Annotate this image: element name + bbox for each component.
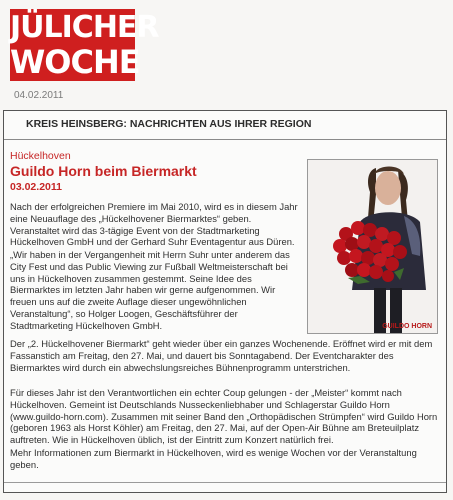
article-kicker: Hückelhoven [10,150,71,162]
article-paragraph-1: Nach der erfolgreichen Premiere im Mai 2010, wird es in diesem Jahr eine Neuauflage des „Hückelhovener Biermarktes“ geben. Veranstaltet wird das 3-tägige Event von der Stadtmarketing Hückelhoven GmbH und der Gerhard Suhr Eventagentur aus Düren. [10,201,298,248]
logo-line-2: WOCHE [10,43,140,81]
article-photo [307,159,438,334]
article-frame [3,110,447,493]
article-paragraph-4: Für dieses Jahr ist den Verantwortlichen ein echter Coup gelungen - der „Meister“ kommt nach Hückelhoven. Gemeint ist Deutschlands Nusseckenliebhaber und Schlagerstar Guildo Horn (www.guildo-horn.com). Zusammen mit seiner Band den „Orthopädischen Strümpfen“ wird Guildo Horn (geboren 1963 als Horst Köhler) am Freitag, den 27. Mai, auf der Open-Air Bühne am Breteuilplatz auftreten. Wie in Hückelhoven üblich, ist der Eintritt zum Konzert natürlich frei. [10,387,438,446]
photo-illustration [308,160,438,334]
article-paragraph-3: Der „2. Hückelhovener Biermarkt“ geht wieder über ein ganzes Wochenende. Eröffnet wird er mit dem Fassanstich am Freitag, den 27. Mai, und dauert bis Sonntagabend. Der Eventcharakter des Biermarktes wird durch ein abwechslungsreiches Bühnenprogramm unterstrichen. [10,338,433,373]
article-headline: Guildo Horn beim Biermarkt [10,163,197,179]
logo-line-1: JÜLICHER [10,10,159,45]
photo-caption: GUILDO HORN [382,323,432,330]
article-paragraph-5: Mehr Informationen zum Biermarkt in Hückelhoven, wird es wenige Wochen vor der Veranstaltung geben. [10,447,417,470]
section-header: KREIS HEINSBERG: NACHRICHTEN AUS IHRER REGION [26,118,312,130]
issue-date: 04.02.2011 [14,90,64,101]
logo [10,9,159,81]
article-date: 03.02.2011 [10,181,62,193]
header-divider [4,139,446,140]
article-paragraph-2: „Wir haben in der Vergangenheit mit Herrn Suhr unter anderem das City Fest und das Public Viewing zur Fußball Weltmeisterschaft bei uns in Hückelhoven zusammen gestemmt. Seine Idee des Biermarktes im letzten Jahr haben wir gerne aufgenommen. Wir freuen uns auf die zweite Auflage dieser ungewöhnlichen Veranstaltung“, so Holger Loogen, Geschäftsführer der Stadtmarketing Hückelhoven GmbH. [10,249,290,331]
footer-divider [4,482,446,483]
